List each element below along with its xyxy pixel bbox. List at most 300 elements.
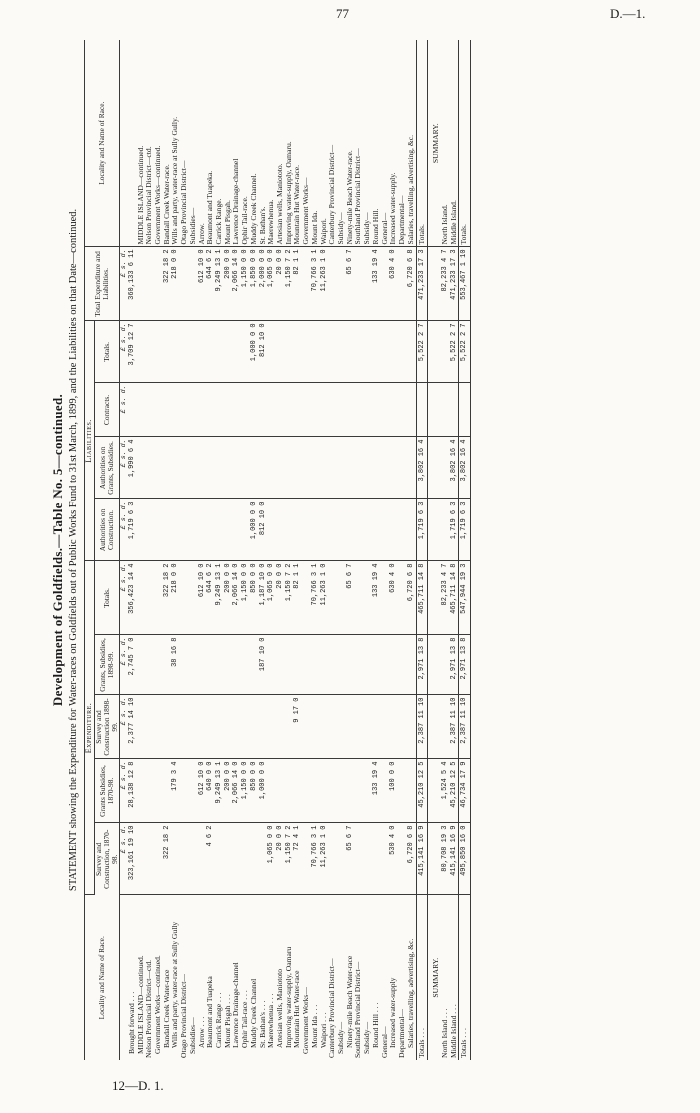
cell-grants70: 179 3 4 (171, 759, 180, 823)
row-locality-right: Ophir Tail-race. (241, 40, 250, 247)
cell-survey98 (198, 695, 207, 759)
cell-authgr (224, 437, 233, 499)
cell-grants98 (154, 635, 163, 695)
cell-authgr (320, 437, 329, 499)
cell-authcon (171, 499, 180, 561)
cell-liabtot (137, 321, 146, 383)
cell-liabtot (224, 321, 233, 383)
row-locality-right: Ninety-mile Beach Water-race. (346, 40, 355, 247)
table-row (206, 40, 215, 1060)
cell-totals (145, 561, 154, 635)
cell-grants70: 100 0 0 (389, 759, 398, 823)
cell-grand: 630 4 0 (389, 247, 398, 321)
cell-liabtot (398, 321, 407, 383)
cell-authcon (163, 499, 172, 561)
cell-grand (398, 247, 407, 321)
row-locality-right: Artesian wells, Maniototo. (276, 40, 285, 247)
cell-authcon (137, 499, 146, 561)
cell-authcon (346, 499, 355, 561)
cell-authcon (206, 499, 215, 561)
row-locality: Bandall Creek Water-race (161, 969, 171, 1048)
cell-authcon (363, 499, 372, 561)
cell-grants98 (363, 635, 372, 695)
row-locality-right: Southland Provincial District— (354, 40, 363, 247)
cell-survey98 (163, 695, 172, 759)
cell-contracts (337, 383, 346, 437)
cell-survey98 (320, 695, 329, 759)
cell-authgr (206, 437, 215, 499)
cell-survey98 (311, 695, 320, 759)
cell-grants98 (337, 635, 346, 695)
cell-grants98 (145, 635, 154, 695)
cell-totals: 322 18 2 (163, 561, 172, 635)
cell-survey98 (363, 695, 372, 759)
cell-totals (189, 561, 198, 635)
cell-grants70 (302, 759, 311, 823)
cell-authgr (293, 437, 302, 499)
cell-totals: 465,711 14 8 (450, 561, 459, 635)
cell-authgr (215, 437, 224, 499)
cell-contracts (293, 383, 302, 437)
cell-authcon (372, 499, 381, 561)
cell-survey70: 11,263 1 0 (320, 823, 329, 895)
unit-label: £ s. d. (120, 437, 128, 499)
cell-totals (354, 561, 363, 635)
cell-survey70 (145, 823, 154, 895)
cell-contracts (189, 383, 198, 437)
cell-authgr (328, 437, 337, 499)
cell-survey70: 1,065 0 0 (267, 823, 276, 895)
cell-survey70: 65 6 7 (346, 823, 355, 895)
row-locality-right: Otago Provincial District— (180, 40, 189, 247)
cell-survey70: 323,161 19 10 (128, 823, 137, 895)
cell-grants98: 38 16 8 (171, 635, 180, 695)
cell-liabtot (407, 321, 416, 383)
row-locality: Maerewhenua . . . (266, 993, 276, 1048)
row-locality-right: Government Works—continued. (154, 40, 163, 247)
row-locality-right: Improving water-supply, Oamaru. (285, 40, 294, 247)
row-locality: MIDDLE ISLAND—continued. (135, 955, 145, 1054)
row-locality-right: St. Bathan's. (259, 40, 268, 247)
cell-survey98 (259, 695, 268, 759)
cell-totals: 630 4 0 (389, 561, 398, 635)
row-locality: Round Hill . . . (370, 1002, 380, 1048)
row-locality: Government Works— (301, 987, 311, 1054)
cell-authcon (180, 499, 189, 561)
cell-liabtot (337, 321, 346, 383)
row-locality-right: Mountain Hut Water-race. (293, 40, 302, 247)
cell-survey70: 70,766 3 1 (311, 823, 320, 895)
cell-liabtot (206, 321, 215, 383)
cell-contracts (346, 383, 355, 437)
cell-survey70 (354, 823, 363, 895)
table-row (311, 40, 320, 1060)
cell-authgr (372, 437, 381, 499)
cell-liabtot (180, 321, 189, 383)
cell-contracts (163, 383, 172, 437)
table-title: Development of Goldfields.—Table No. 5—continued. (50, 393, 65, 707)
row-locality-right: Salaries, travelling, advertising, &c. (407, 40, 416, 247)
cell-grand: 471,233 17 3 (416, 247, 428, 321)
cell-grants98 (398, 635, 407, 695)
cell-grand: 322 18 2 (163, 247, 172, 321)
cell-authgr (241, 437, 250, 499)
cell-grants98 (311, 635, 320, 695)
cell-grants70 (285, 759, 294, 823)
cell-survey70: 72 4 1 (293, 823, 302, 895)
table-row (450, 40, 459, 1060)
cell-authcon (241, 499, 250, 561)
cell-liabtot (302, 321, 311, 383)
cell-grand: 65 6 7 (346, 247, 355, 321)
cell-contracts (241, 383, 250, 437)
cell-authcon (389, 499, 398, 561)
cell-grand: 82,233 4 7 (441, 247, 450, 321)
cell-grants70: 612 10 0 (198, 759, 207, 823)
cell-grants70: 850 0 0 (250, 759, 259, 823)
cell-authcon (381, 499, 390, 561)
cell-totals: 200 0 0 (224, 561, 233, 635)
cell-authgr (285, 437, 294, 499)
cell-liabtot (241, 321, 250, 383)
cell-grants70 (320, 759, 329, 823)
row-locality-right: Carrick Range. (215, 40, 224, 247)
cell-contracts (171, 383, 180, 437)
cell-survey98 (328, 695, 337, 759)
cell-grand: 1,150 7 2 (285, 247, 294, 321)
cell-grand (137, 247, 146, 321)
cell-grand: 1,150 0 0 (241, 247, 250, 321)
row-locality: Middle Island . . . (448, 1004, 458, 1058)
cell-grants98 (250, 635, 259, 695)
cell-grants98 (407, 635, 416, 695)
summary-heading-right: SUMMARY. (428, 40, 441, 247)
cell-authgr (346, 437, 355, 499)
row-locality: Mountain Hut Water-race (292, 970, 302, 1048)
cell-survey70: 322 18 2 (163, 823, 172, 895)
cell-grants98 (285, 635, 294, 695)
cell-survey70 (381, 823, 390, 895)
cell-grand: 1,065 0 0 (267, 247, 276, 321)
header-survey-1870: Survey and Construction, 1870-98. (94, 823, 119, 895)
cell-liabtot (215, 321, 224, 383)
cell-contracts (276, 383, 285, 437)
row-locality: Ophir Tail-race . . . (240, 990, 250, 1048)
header-auth-grants: Authorities on Grants, Subsidies. (94, 437, 119, 499)
cell-liabtot (189, 321, 198, 383)
cell-survey70 (198, 823, 207, 895)
footer-signature: 12—D. 1. (112, 1078, 164, 1093)
cell-grand (180, 247, 189, 321)
cell-contracts (441, 383, 450, 437)
cell-survey70 (398, 823, 407, 895)
cell-contracts (180, 383, 189, 437)
table-row (189, 40, 198, 1060)
cell-authgr (363, 437, 372, 499)
cell-totals (302, 561, 311, 635)
table-row (302, 40, 311, 1060)
cell-survey70 (363, 823, 372, 895)
cell-authgr (259, 437, 268, 499)
cell-contracts (145, 383, 154, 437)
cell-liabtot: 5,522 2 7 (459, 321, 471, 383)
row-locality: Canterbury Provincial District— (327, 958, 337, 1058)
table-body (120, 40, 471, 1060)
row-locality: Nelson Provincial District—ctd. (144, 959, 154, 1058)
row-locality-right: Departmental— (398, 40, 407, 247)
cell-liabtot (320, 321, 329, 383)
cell-liabtot (163, 321, 172, 383)
cell-grand: 612 10 0 (198, 247, 207, 321)
cell-liabtot (354, 321, 363, 383)
cell-survey98 (267, 695, 276, 759)
row-locality-right: Middle Island. (450, 40, 459, 247)
cell-contracts (459, 383, 471, 437)
cell-grants70 (267, 759, 276, 823)
row-locality-right: Maerewhenua. (267, 40, 276, 247)
header-contracts: Contracts. (94, 383, 119, 437)
cell-authcon: 1,719 6 3 (459, 499, 471, 561)
unit-label: £ s. d. (120, 561, 128, 635)
cell-grants98: 2,745 7 0 (128, 635, 137, 695)
cell-contracts (450, 383, 459, 437)
row-locality: Otago Provincial District— (179, 974, 189, 1058)
cell-contracts (407, 383, 416, 437)
cell-authgr (389, 437, 398, 499)
cell-authgr (407, 437, 416, 499)
cell-liabtot (328, 321, 337, 383)
row-locality: Beaumont and Tuapeka (205, 976, 215, 1048)
cell-grand: 20 0 0 (276, 247, 285, 321)
cell-authgr (267, 437, 276, 499)
cell-survey70: 20 0 0 (276, 823, 285, 895)
cell-totals (398, 561, 407, 635)
cell-authcon (398, 499, 407, 561)
row-locality-right: Canterbury Provincial District— (328, 40, 337, 247)
cell-totals: 547,944 19 3 (459, 561, 471, 635)
cell-grants98 (441, 635, 450, 695)
cell-grand (337, 247, 346, 321)
table-row (232, 40, 241, 1060)
cell-liabtot (441, 321, 450, 383)
cell-contracts (363, 383, 372, 437)
header-locality: Locality and Name of Race. (85, 895, 120, 1060)
header-auth-construction: Authorities on Construction. (94, 499, 119, 561)
row-locality-right: Mount Pisgah. (224, 40, 233, 247)
cell-grants98 (163, 635, 172, 695)
cell-authgr (137, 437, 146, 499)
cell-grand: 82 1 1 (293, 247, 302, 321)
cell-grand (302, 247, 311, 321)
cell-liabtot: 1,000 0 0 (250, 321, 259, 383)
cell-grants70: 45,210 12 5 (416, 759, 428, 823)
cell-grants70 (363, 759, 372, 823)
cell-grants70: 45,210 12 5 (450, 759, 459, 823)
table-row (259, 40, 268, 1060)
cell-survey98: 9 17 0 (293, 695, 302, 759)
cell-liabtot (267, 321, 276, 383)
table-row (215, 40, 224, 1060)
cell-contracts (416, 383, 428, 437)
cell-authgr (302, 437, 311, 499)
cell-grants70: 2,066 14 0 (232, 759, 241, 823)
cell-contracts (320, 383, 329, 437)
row-locality-right: Nelson Provincial District—ctd. (145, 40, 154, 247)
row-locality-right: Arrow. (198, 40, 207, 247)
cell-authgr: 3,802 16 4 (416, 437, 428, 499)
cell-contracts (398, 383, 407, 437)
cell-grants70 (293, 759, 302, 823)
cell-authgr (189, 437, 198, 499)
cell-survey98: 2,387 11 10 (450, 695, 459, 759)
cell-authcon: 1,719 6 3 (416, 499, 428, 561)
cell-totals: 133 19 4 (372, 561, 381, 635)
cell-grand: 2,000 0 0 (259, 247, 268, 321)
cell-authcon (224, 499, 233, 561)
cell-grants98: 2,971 13 8 (416, 635, 428, 695)
cell-authgr (145, 437, 154, 499)
cell-grand (189, 247, 198, 321)
cell-totals (180, 561, 189, 635)
cell-authcon (407, 499, 416, 561)
cell-liabtot (145, 321, 154, 383)
cell-totals: 65 6 7 (346, 561, 355, 635)
cell-grants70: 46,734 17 9 (459, 759, 471, 823)
cell-authcon (154, 499, 163, 561)
unit-label: £ s. d. (120, 247, 128, 321)
cell-survey98 (224, 695, 233, 759)
cell-totals: 850 0 0 (250, 561, 259, 635)
cell-survey98 (206, 695, 215, 759)
cell-totals: 612 10 0 (198, 561, 207, 635)
cell-grand: 218 0 0 (171, 247, 180, 321)
cell-survey70 (232, 823, 241, 895)
cell-grants70 (328, 759, 337, 823)
row-locality: Subsidies— (187, 1017, 197, 1054)
cell-grants98 (320, 635, 329, 695)
cell-authgr (232, 437, 241, 499)
cell-contracts (328, 383, 337, 437)
cell-grants70: 200 0 0 (224, 759, 233, 823)
table-statement: STATEMENT showing the Expenditure for Water-races on Goldfields out of Public Works Fund to 31st March, 1899, and the Liabilities on that Date—continued. (68, 208, 79, 892)
cell-authgr: 3,802 16 4 (459, 437, 471, 499)
cell-authgr (398, 437, 407, 499)
cell-grants98 (224, 635, 233, 695)
row-locality: Improving water-supply, Oamaru (283, 946, 293, 1048)
row-locality-right: Mount Ida. (311, 40, 320, 247)
cell-grants70: 133 19 4 (372, 759, 381, 823)
cell-authgr (163, 437, 172, 499)
cell-survey70 (215, 823, 224, 895)
cell-grants70 (311, 759, 320, 823)
cell-grants70 (180, 759, 189, 823)
unit-label: £ s. d. (120, 499, 128, 561)
row-locality: St. Bathan's . . . (257, 1000, 267, 1048)
row-locality-right: Subsidies— (189, 40, 198, 247)
cell-liabtot (346, 321, 355, 383)
header-expenditure: Expenditure. (85, 561, 95, 895)
cell-survey98 (189, 695, 198, 759)
row-locality-right: Waipori. (320, 40, 329, 247)
cell-survey98: 2,387 11 10 (459, 695, 471, 759)
cell-grand: 1,850 0 0 (250, 247, 259, 321)
row-locality: North Island . . . (439, 1008, 449, 1058)
header-totals: Totals. (94, 561, 119, 635)
cell-totals (337, 561, 346, 635)
cell-authcon (215, 499, 224, 561)
table-row (328, 40, 337, 1060)
cell-survey98 (302, 695, 311, 759)
cell-survey98 (285, 695, 294, 759)
cell-grants70 (163, 759, 172, 823)
row-locality: Mount Pisgah . . . (222, 994, 232, 1048)
header-liab-totals: Totals. (94, 321, 119, 383)
cell-authgr (154, 437, 163, 499)
cell-survey98 (180, 695, 189, 759)
cell-authcon (189, 499, 198, 561)
cell-authcon (232, 499, 241, 561)
cell-contracts (232, 383, 241, 437)
cell-survey70 (241, 823, 250, 895)
cell-authcon (276, 499, 285, 561)
cell-grants98: 2,971 13 8 (450, 635, 459, 695)
row-locality: General— (379, 1026, 389, 1058)
cell-totals (381, 561, 390, 635)
cell-survey70 (328, 823, 337, 895)
unit-label: £ s. d. (120, 383, 128, 437)
cell-authgr (311, 437, 320, 499)
cell-liabtot (363, 321, 372, 383)
cell-survey98 (215, 695, 224, 759)
cell-liabtot (311, 321, 320, 383)
cell-grants98 (354, 635, 363, 695)
cell-grants98 (302, 635, 311, 695)
cell-survey70: 530 4 0 (389, 823, 398, 895)
cell-survey70 (302, 823, 311, 895)
cell-grants98: 2,971 13 8 (459, 635, 471, 695)
row-locality-right: Bandall Creek Water-race. (163, 40, 172, 247)
cell-totals (154, 561, 163, 635)
cell-liabtot (232, 321, 241, 383)
cell-totals: 465,711 14 8 (416, 561, 428, 635)
cell-grants70 (381, 759, 390, 823)
cell-liabtot (198, 321, 207, 383)
cell-survey70 (259, 823, 268, 895)
cell-grand: 553,467 1 10 (459, 247, 471, 321)
summary-heading-row (428, 40, 441, 1060)
table-row (407, 40, 416, 1060)
cell-totals: 1,065 0 0 (267, 561, 276, 635)
cell-authgr (276, 437, 285, 499)
cell-authgr (354, 437, 363, 499)
cell-contracts (381, 383, 390, 437)
cell-authgr (171, 437, 180, 499)
row-locality: Totals . . . (416, 895, 428, 1060)
cell-grand: 200 0 0 (224, 247, 233, 321)
cell-survey98 (241, 695, 250, 759)
cell-grants98 (267, 635, 276, 695)
cell-totals: 20 0 0 (276, 561, 285, 635)
cell-survey98 (389, 695, 398, 759)
cell-contracts (372, 383, 381, 437)
cell-grants98 (328, 635, 337, 695)
cell-grants98 (372, 635, 381, 695)
cell-grants98 (189, 635, 198, 695)
cell-contracts (198, 383, 207, 437)
cell-liabtot: 812 10 0 (259, 321, 268, 383)
cell-grants70: 1,524 5 4 (441, 759, 450, 823)
cell-survey70 (137, 823, 146, 895)
